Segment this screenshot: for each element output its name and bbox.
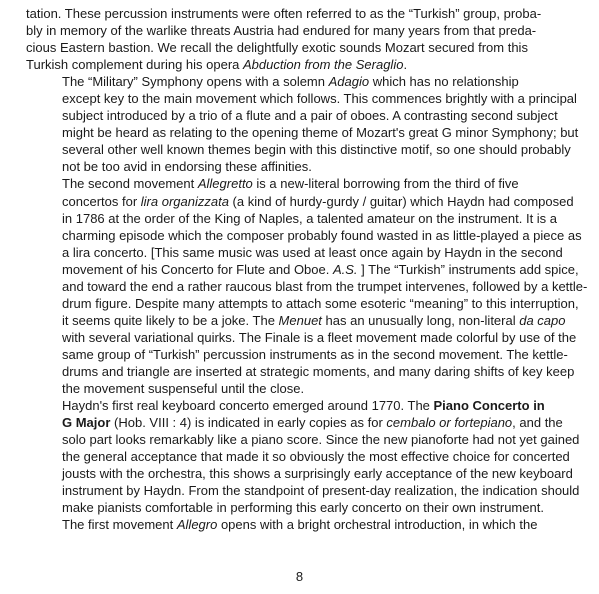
text-line: jousts with the orchestra, this shows a surprisingly early acceptance of the new keyboard bbox=[62, 466, 573, 482]
paragraph-turkish-group bbox=[26, 5, 578, 73]
text-line: drum figure. Despite many attempts to attach some esoteric “meaning” to this interruption, bbox=[62, 295, 579, 311]
text-line: Turkish complement during his opera Abduction from the Seraglio. bbox=[26, 57, 408, 73]
paragraph-first-movement bbox=[26, 516, 578, 533]
text-line: with several variational quirks. The Finale is a fleet movement made colorful by use of the bbox=[62, 329, 577, 345]
text-line: tation. These percussion instruments were often referred to as the “Turkish” group, proba- bbox=[26, 6, 542, 21]
text-line: the general acceptance that made it so obviously the most effective choice for concerted bbox=[62, 449, 570, 465]
text-line: solo part looks remarkably like a piano score. Since the new pianoforte had not yet gained bbox=[62, 432, 580, 448]
text-line: the movement suspenseful until the close. bbox=[62, 381, 305, 397]
text-line: in 1786 at the order of the King of Naples, a talented amateur on the instrument. It is a bbox=[62, 210, 558, 226]
page-number: 8 bbox=[295, 569, 304, 584]
text-line: and toward the end a rather raucous blast from the trumpet intervenes, followed by a kettle- bbox=[62, 278, 588, 294]
text-line: might be heard as relating to the opening theme of Mozart's great G minor Symphony; but bbox=[62, 125, 579, 141]
text-line: make pianists comfortable in performing this early concerto on their own instrument. bbox=[62, 500, 544, 516]
text-line: same group of “Turkish” percussion instruments as in the second movement. The kettle- bbox=[62, 346, 568, 362]
paragraph-second-movement bbox=[26, 175, 588, 397]
text-line: G Major (Hob. VIII : 4) is indicated in early copies as for cembalo or fortepiano, and the bbox=[62, 415, 563, 431]
text-line: several other well known themes begin with this distinctive motif, so one should probably bbox=[62, 142, 571, 158]
text-line: it seems quite likely to be a joke. The Menuet has an unusually long, non-literal da capo bbox=[62, 312, 566, 328]
text-line: concertos for lira organizzata (a kind of hurdy-gurdy / guitar) which Haydn had composed bbox=[62, 193, 574, 209]
text-line: instrument by Haydn. From the standpoint of present-day realization, the indication should bbox=[62, 483, 580, 499]
paragraph-military-symphony bbox=[26, 73, 578, 175]
text-line: Haydn's first real keyboard concerto emerged around 1770. The Piano Concerto in bbox=[62, 398, 545, 414]
text-line: The first movement Allegro opens with a bright orchestral introduction, in which the bbox=[62, 517, 538, 533]
body-text bbox=[26, 5, 588, 533]
text-line: except key to the main movement which follows. This commences brightly with a principal bbox=[62, 91, 577, 107]
text-line: bly in memory of the warlike threats Austria had endured for many years from that preda- bbox=[26, 23, 537, 39]
text-line: The “Military” Symphony opens with a solemn Adagio which has no relationship bbox=[62, 74, 519, 90]
text-line: drums and triangle are inserted at strategic moments, and many daring shifts of key keep bbox=[62, 363, 575, 379]
text-line: subject introduced by a trio of a flute and a pair of oboes. A contrasting second subject bbox=[62, 108, 558, 124]
text-line: charming episode which the composer probably found wasted in as little-played a piece as bbox=[62, 227, 582, 243]
text-line: movement of his Concerto for Flute and Oboe. A.S. ] The “Turkish” instruments add spice, bbox=[62, 261, 579, 277]
paragraph-piano-concerto bbox=[26, 397, 578, 516]
text-line: not be too avid in endorsing these affinities. bbox=[62, 159, 312, 175]
text-line: cious Eastern bastion. We recall the delightfully exotic sounds Mozart secured from this bbox=[26, 40, 528, 56]
text-line: The second movement Allegretto is a new-literal borrowing from the third of five bbox=[62, 176, 519, 192]
text-line: a lira concerto. [This same music was used at least once again by Haydn in the second bbox=[62, 244, 563, 260]
